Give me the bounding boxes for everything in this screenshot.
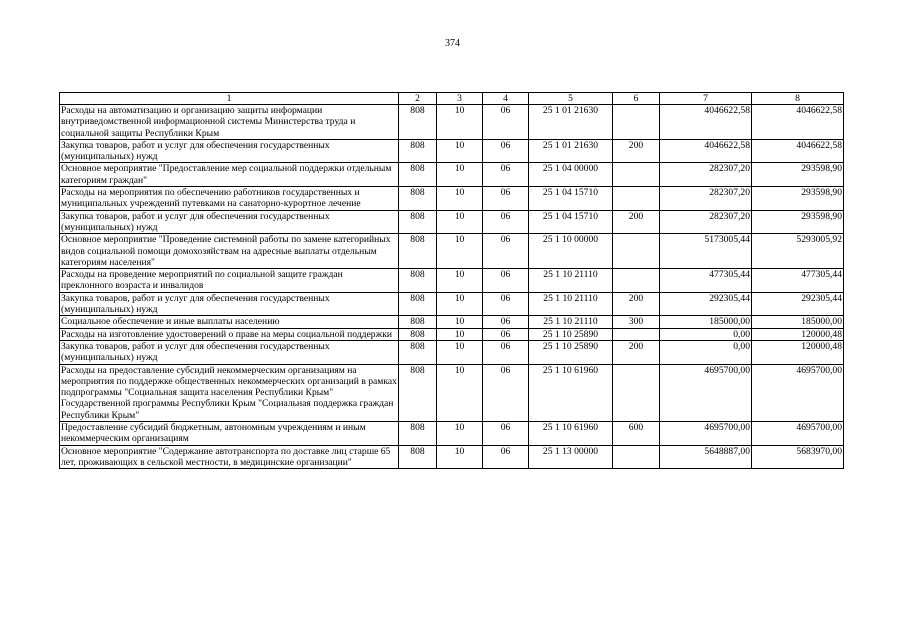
row-csr-cell: 25 1 04 15710 <box>529 187 613 211</box>
table-body <box>60 105 844 469</box>
row-amount-2-cell: 4695700,00 <box>752 364 844 421</box>
row-amount-1-cell: 4046622,58 <box>660 105 752 140</box>
row-vr-cell: 300 <box>613 316 660 328</box>
row-gr-cell: 808 <box>399 422 437 446</box>
row-rz-cell: 10 <box>437 445 483 469</box>
row-rz-cell: 10 <box>437 139 483 163</box>
row-gr-cell: 808 <box>399 292 437 316</box>
table-row <box>60 340 844 364</box>
row-amount-2-cell: 4046622,58 <box>752 105 844 140</box>
row-gr-cell: 808 <box>399 445 437 469</box>
row-amount-2-cell: 293598,90 <box>752 210 844 234</box>
row-csr-cell: 25 1 13 00000 <box>529 445 613 469</box>
row-amount-2-cell: 5683970,00 <box>752 445 844 469</box>
row-name-cell: Расходы на предоставление субсидий некоммерческим организациям на мероприятия по поддержке общественных некоммерческих организаций в рамках подпрограммы "Социальная защита населения Республики Крым" Государственной программы Республики Крым "Социальная поддержка граждан Республики Крым" <box>61 364 397 421</box>
row-gr-cell: 808 <box>399 187 437 211</box>
row-csr-cell: 25 1 10 00000 <box>529 234 613 269</box>
row-csr-cell: 25 1 04 15710 <box>529 210 613 234</box>
row-name-cell: Расходы на проведение мероприятий по социальной защите граждан преклонного возраста и инвалидов <box>60 269 399 293</box>
row-amount-2-cell: 4046622,58 <box>752 139 844 163</box>
row-name-cell: Основное мероприятие "Предоставление мер социальной поддержки отдельным категориям граждан" <box>60 163 399 187</box>
row-name-cell: Предоставление субсидий бюджетным, автономным учреждениям и иным некоммерческим организациям <box>60 422 399 446</box>
table-row <box>60 445 844 469</box>
row-amount-1-cell: 5173005,44 <box>660 234 752 269</box>
table-row <box>60 364 844 421</box>
row-pr-cell: 06 <box>483 187 529 211</box>
row-gr-cell: 808 <box>399 210 437 234</box>
row-pr-cell: 06 <box>483 316 529 328</box>
row-name-cell: Закупка товаров, работ и услуг для обеспечения государственных (муниципальных) нужд <box>60 139 399 163</box>
row-csr-cell: 25 1 04 00000 <box>529 163 613 187</box>
header-cell: 1 <box>60 93 399 105</box>
row-gr-cell: 808 <box>399 328 437 340</box>
header-cell: 8 <box>752 93 844 105</box>
page-number: 374 <box>445 38 460 49</box>
row-vr-cell <box>613 105 660 140</box>
row-rz-cell: 10 <box>437 340 483 364</box>
row-vr-cell: 200 <box>613 210 660 234</box>
table-row <box>60 316 844 328</box>
row-vr-cell <box>613 364 660 421</box>
row-pr-cell: 06 <box>483 364 529 421</box>
row-vr-cell <box>613 328 660 340</box>
header-cell: 2 <box>399 93 437 105</box>
row-name-cell: Расходы на мероприятия по обеспечению работников государственных и муниципальных учреждений путевками на санаторно-курортное лечение <box>60 187 399 211</box>
row-amount-1-cell: 4695700,00 <box>660 422 752 446</box>
row-rz-cell: 10 <box>437 163 483 187</box>
header-cell: 6 <box>613 93 660 105</box>
row-csr-cell: 25 1 01 21630 <box>529 139 613 163</box>
row-amount-1-cell: 292305,44 <box>660 292 752 316</box>
table-row <box>60 210 844 234</box>
row-pr-cell: 06 <box>483 269 529 293</box>
row-vr-cell: 200 <box>613 340 660 364</box>
row-name-cell: Основное мероприятие "Проведение системной работы по замене категорийных видов социальной помощи домохозяйствам на адресные выплаты отдельным категориям населения" <box>60 234 399 269</box>
row-vr-cell: 600 <box>613 422 660 446</box>
row-rz-cell: 10 <box>437 269 483 293</box>
budget-table <box>59 92 844 469</box>
row-name-cell: Социальное обеспечение и иные выплаты населению <box>60 316 399 328</box>
row-rz-cell: 10 <box>437 187 483 211</box>
row-amount-2-cell: 477305,44 <box>752 269 844 293</box>
row-gr-cell: 808 <box>399 364 437 421</box>
row-amount-2-cell: 293598,90 <box>752 187 844 211</box>
table-row <box>60 269 844 293</box>
row-gr-cell: 808 <box>399 139 437 163</box>
row-vr-cell <box>613 187 660 211</box>
row-name-cell: Расходы на автоматизацию и организацию защиты информации внутриведомственной информационной системы Министерства труда и социальной защиты Республики Крым <box>60 105 399 140</box>
row-amount-2-cell: 120000,48 <box>752 340 844 364</box>
row-pr-cell: 06 <box>483 234 529 269</box>
header-cell: 7 <box>660 93 752 105</box>
row-gr-cell: 808 <box>399 340 437 364</box>
row-vr-cell: 200 <box>613 139 660 163</box>
table-row <box>60 105 844 140</box>
row-vr-cell <box>613 163 660 187</box>
row-name-cell: Закупка товаров, работ и услуг для обеспечения государственных (муниципальных) нужд <box>60 210 399 234</box>
table-row <box>60 328 844 340</box>
header-cell: 4 <box>483 93 529 105</box>
row-pr-cell: 06 <box>483 292 529 316</box>
row-amount-1-cell: 4695700,00 <box>660 364 752 421</box>
header-cell: 5 <box>529 93 613 105</box>
table-row <box>60 292 844 316</box>
row-gr-cell: 808 <box>399 163 437 187</box>
table-row <box>60 139 844 163</box>
row-amount-1-cell: 0,00 <box>660 328 752 340</box>
row-amount-2-cell: 293598,90 <box>752 163 844 187</box>
row-rz-cell: 10 <box>437 210 483 234</box>
row-csr-cell: 25 1 10 61960 <box>529 422 613 446</box>
row-gr-cell: 808 <box>399 105 437 140</box>
row-rz-cell: 10 <box>437 292 483 316</box>
row-amount-1-cell: 4046622,58 <box>660 139 752 163</box>
row-csr-cell: 25 1 10 21110 <box>529 292 613 316</box>
row-amount-1-cell: 0,00 <box>660 340 752 364</box>
row-pr-cell: 06 <box>483 210 529 234</box>
header-cell: 3 <box>437 93 483 105</box>
row-pr-cell: 06 <box>483 340 529 364</box>
row-vr-cell: 200 <box>613 292 660 316</box>
row-amount-1-cell: 477305,44 <box>660 269 752 293</box>
row-rz-cell: 10 <box>437 364 483 421</box>
row-vr-cell <box>613 234 660 269</box>
row-amount-2-cell: 5293005,92 <box>752 234 844 269</box>
row-name-cell: Закупка товаров, работ и услуг для обеспечения государственных (муниципальных) нужд <box>60 340 399 364</box>
row-amount-1-cell: 282307,20 <box>660 163 752 187</box>
row-csr-cell: 25 1 01 21630 <box>529 105 613 140</box>
row-rz-cell: 10 <box>437 316 483 328</box>
table-row <box>60 187 844 211</box>
row-pr-cell: 06 <box>483 105 529 140</box>
row-vr-cell <box>613 269 660 293</box>
table-row <box>60 422 844 446</box>
row-pr-cell: 06 <box>483 139 529 163</box>
row-rz-cell: 10 <box>437 328 483 340</box>
row-csr-cell: 25 1 10 21110 <box>529 269 613 293</box>
row-amount-1-cell: 282307,20 <box>660 210 752 234</box>
row-name-cell: Расходы на изготовление удостоверений о праве на меры социальной поддержки <box>60 328 399 340</box>
row-csr-cell: 25 1 10 21110 <box>529 316 613 328</box>
table-row <box>60 163 844 187</box>
row-name-cell: Основное мероприятие "Содержание автотранспорта по доставке лиц старше 65 лет, проживающих в сельской местности, в медицинские организации" <box>60 445 399 469</box>
row-amount-2-cell: 185000,00 <box>752 316 844 328</box>
row-amount-2-cell: 120000,48 <box>752 328 844 340</box>
row-amount-1-cell: 5648887,00 <box>660 445 752 469</box>
row-rz-cell: 10 <box>437 234 483 269</box>
row-csr-cell: 25 1 10 61960 <box>529 364 613 421</box>
row-pr-cell: 06 <box>483 445 529 469</box>
row-rz-cell: 10 <box>437 422 483 446</box>
row-name-cell: Закупка товаров, работ и услуг для обеспечения государственных (муниципальных) нужд <box>60 292 399 316</box>
row-gr-cell: 808 <box>399 316 437 328</box>
row-amount-2-cell: 4695700,00 <box>752 422 844 446</box>
row-pr-cell: 06 <box>483 422 529 446</box>
row-gr-cell: 808 <box>399 269 437 293</box>
row-pr-cell: 06 <box>483 163 529 187</box>
row-pr-cell: 06 <box>483 328 529 340</box>
row-rz-cell: 10 <box>437 105 483 140</box>
row-csr-cell: 25 1 10 25890 <box>529 340 613 364</box>
row-amount-1-cell: 282307,20 <box>660 187 752 211</box>
table-header-row <box>60 93 844 105</box>
table-row <box>60 234 844 269</box>
row-vr-cell <box>613 445 660 469</box>
row-gr-cell: 808 <box>399 234 437 269</box>
row-amount-1-cell: 185000,00 <box>660 316 752 328</box>
row-csr-cell: 25 1 10 25890 <box>529 328 613 340</box>
row-amount-2-cell: 292305,44 <box>752 292 844 316</box>
